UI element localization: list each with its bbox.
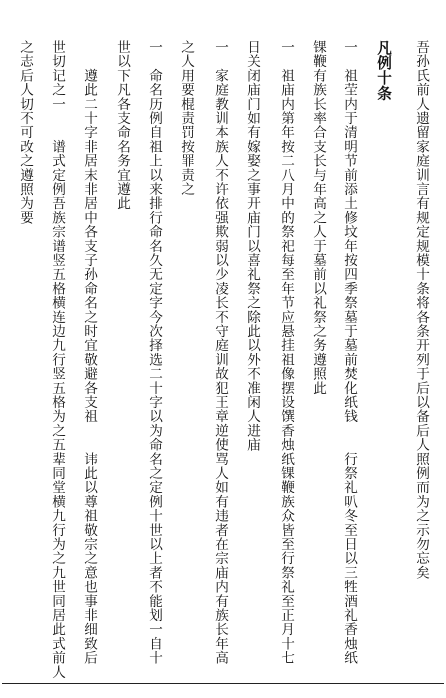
preface-line: 吾孙氏前人遗留家庭训言有规定规模十条将各条开列于后以备后人照例而为之示勿忘矣 (413, 40, 429, 580)
rule-4-line-2: 世以下凡各支命名务宜遵此 (114, 40, 130, 211)
rule-3-line-1: 一 家庭教训本族人不许依强欺弱以少凌长不守庭训故犯王章逆使骂人如有违者在宗庙内有族长年高 (212, 40, 228, 665)
rule-2-line-1: 一 祖庙内第年按二八月中的祭祀每至年节应悬挂祖像摆设馔香烛纸锞鞭族众皆至行祭礼至正月十七 (278, 40, 294, 665)
rule-5-line-2: 之志后人切不可改之遵照为要 (17, 40, 33, 225)
rule-4-line-1: 一 命名历例自祖上以来排行命名久无定字今次择选二十字以为命名之定例十世以上者不能划一自十 (146, 40, 162, 665)
rule-5-line-1: 世切记之一 谱式定例吾族宗谱竖五格横连边九行竖五格为之五辈同堂横九行为之九世同居此式前人 (49, 40, 65, 679)
rule-1-line-2: 锞鞭有族长率合支长与年高之人于墓前以礼祭之务遵照此 (310, 40, 326, 395)
bottom-rule (2, 683, 444, 684)
rule-4-line-3: 遵此二十字非居末非居中各支子孙命名之时宜敬避各支祖 讳此以尊祖敬宗之意也事非细致后 (81, 40, 97, 665)
section-heading: 凡例十条 (375, 40, 392, 101)
rule-1-line-1: 一 祖茔内于清明节前添土修坟年按四季祭墓于墓前焚化纸钱 行祭礼叭冬至日以三牲酒礼香烛纸 (341, 40, 357, 665)
rule-2-line-2: 日关闭庙门如有嫁娶之事开庙门以喜礼祭之除此以外不准闲人进庙 (244, 40, 260, 452)
rule-3-line-2: 之人用要棍责罚按罪责之 (178, 40, 194, 197)
